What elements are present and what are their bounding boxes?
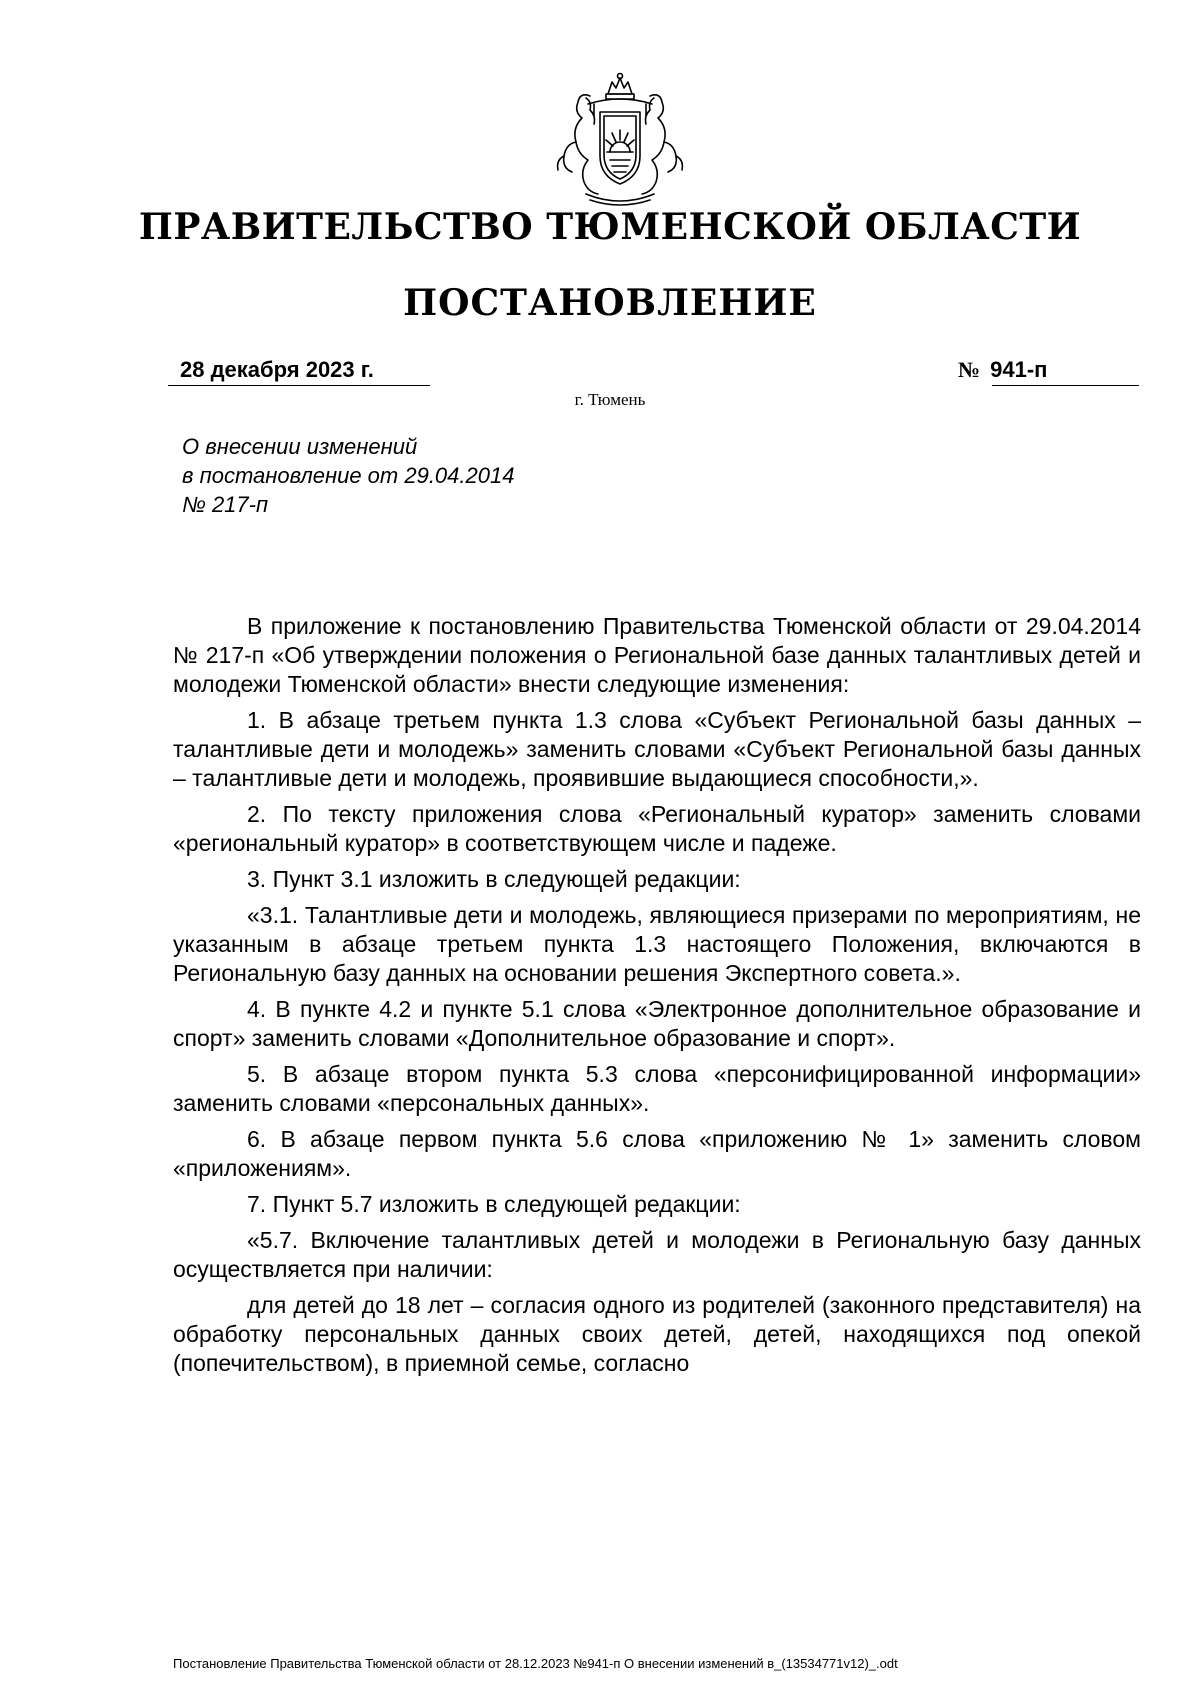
subject-line: № 217-п (182, 492, 269, 517)
document-date: 28 декабря 2023 г. (180, 357, 374, 382)
body-paragraph: В приложение к постановлению Правительства Тюменской области от 29.04.2014 № 217-п «Об утверждении положения о Региональной базе данных талантливых детей и молодежи Тюменской области» внести следующие изменения: (173, 613, 1141, 697)
body-paragraph: 6. В абзаце первом пункта 5.6 слова «приложению № 1» заменить словом «приложениям». (173, 1126, 1141, 1181)
date-underline (168, 385, 430, 386)
body-paragraph: 3. Пункт 3.1 изложить в следующей редакции: (247, 866, 741, 892)
body-paragraph: 5. В абзаце втором пункта 5.3 слова «персонифицированной информации» заменить словами «персональных данных». (173, 1061, 1141, 1116)
coat-of-arms-icon (550, 68, 690, 210)
number-value: 941-п (990, 357, 1048, 382)
number-sign: № (958, 357, 981, 382)
body-paragraph: 2. По тексту приложения слова «Региональный куратор» заменить словами «региональный куратор» в соответствующем числе и падеже. (173, 801, 1141, 856)
document-subject (182, 432, 702, 519)
city-label: г. Тюмень (574, 390, 646, 409)
body-paragraph: «5.7. Включение талантливых детей и молодежи в Региональную базу данных осуществляется при наличии: (173, 1227, 1141, 1282)
body-paragraph: 1. В абзаце третьем пункта 1.3 слова «Субъект Региональной базы данных – талантливые дети и молодежь» заменить словами «Субъект Региональной базы данных – талантливые дети и молодежь, проявившие выдающиеся способности,». (173, 707, 1141, 791)
body-paragraph: 7. Пункт 5.7 изложить в следующей редакции: (247, 1191, 741, 1217)
subject-line: в постановление от 29.04.2014 (182, 463, 515, 488)
page-footer: Постановление Правительства Тюменской области от 28.12.2023 №941-п О внесении изменений в_(13534771v12)_.odt (173, 1656, 898, 1671)
body-paragraph: 4. В пункте 4.2 и пункте 5.1 слова «Электронное дополнительное образование и спорт» заменить словами «Дополнительное образование и спорт». (173, 996, 1141, 1051)
subject-line: О внесении изменений (182, 434, 418, 459)
body-paragraph: для детей до 18 лет – согласия одного из родителей (законного представителя) на обработку персональных данных своих детей, детей, находящихся под опекой (попечительством), в приемной семье, согласно (173, 1292, 1141, 1376)
government-title: ПРАВИТЕЛЬСТВО ТЮМЕНСКОЙ ОБЛАСТИ (138, 206, 1082, 248)
document-body (173, 612, 1141, 1385)
body-paragraph: «3.1. Талантливые дети и молодежь, являющиеся призерами по мероприятиям, не указанным в абзаце третьем пункта 1.3 настоящего Положения, включаются в Региональную базу данных на основании решения Экспертного совета.». (173, 902, 1141, 986)
document-type: ПОСТАНОВЛЕНИЕ (403, 282, 817, 324)
document-number (958, 357, 1138, 383)
number-underline (992, 385, 1139, 386)
